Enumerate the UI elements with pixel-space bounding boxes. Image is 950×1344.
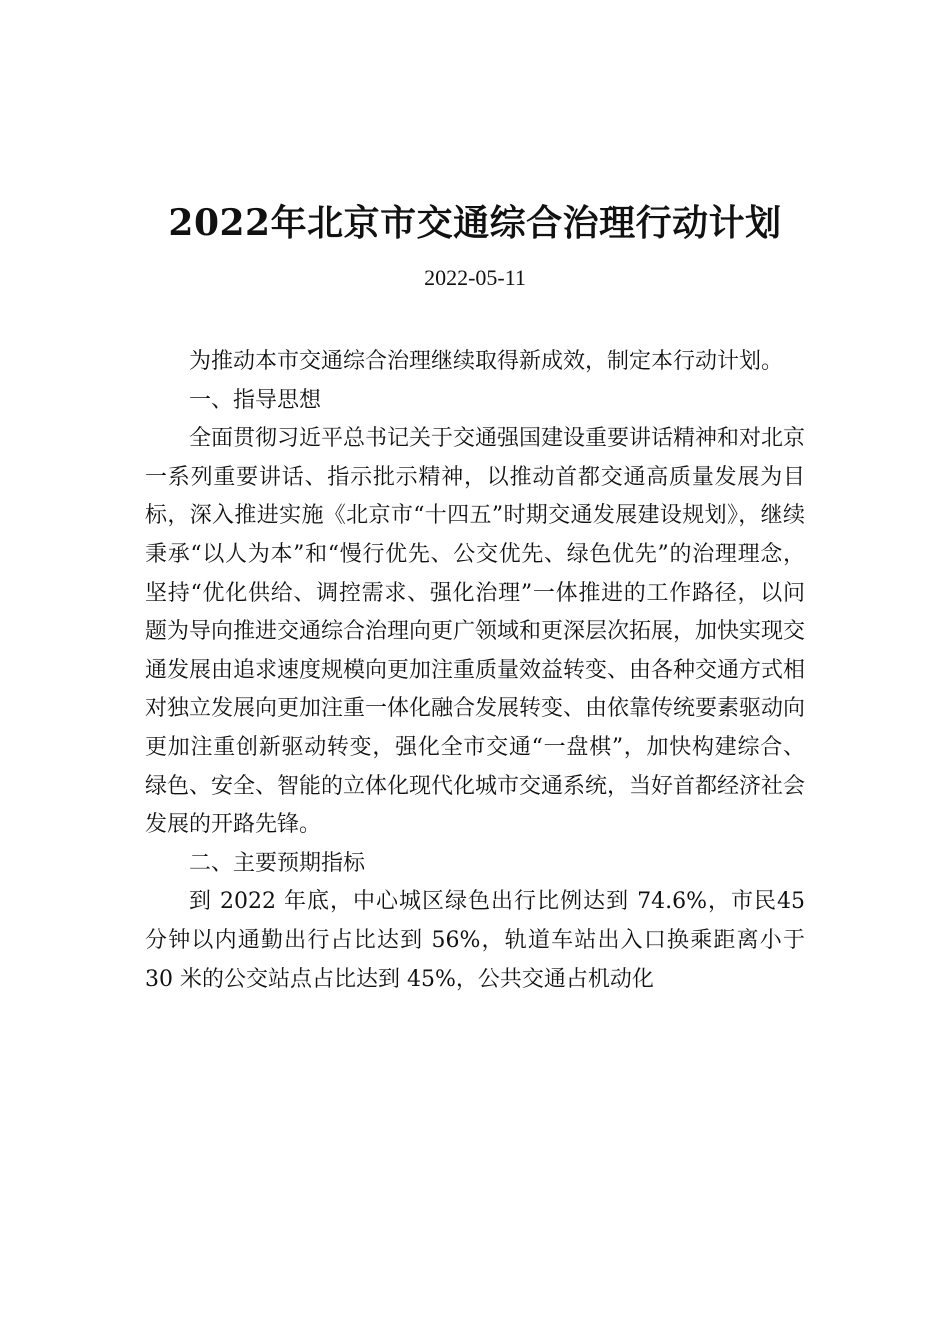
intro-paragraph: 为推动本市交通综合治理继续取得新成效，制定本行动计划。 — [189, 349, 784, 374]
body-paragraph-main-indicators: 到 2022 年底，中心城区绿色出行比例达到 74.6%，市民45 分钟以内通勤出行占比达到 56%，轨道车站出入口换乘距离小于 30 米的公交站点占比达到 45%，公共交通占机动化 — [145, 889, 805, 992]
body-paragraph-guiding-ideology: 全面贯彻习近平总书记关于交通强国建设重要讲话精神和对北京一系列重要讲话、指示批示精神，以推动首都交通高质量发展为目标，深入推进实施《北京市“十四五”时期交通发展建设规划》，继续秉承“以人为本”和“慢行优先、公交优先、绿色优先”的治理理念，坚持“优化供给、调控需求、强化治理”一体推进的工作路径，以问题为导向推进交通综合治理向更广领域和更深层次拓展，加快实现交通发展由追求速度规模向更加注重质量效益转变、由各种交通方式相对独立发展向更加注重一体化融合发展转变、由依靠传统要素驱动向更加注重创新驱动转变，强化全市交通“一盘棋”，加快构建综合、绿色、安全、智能的立体化现代化城市交通系统，当好首都经济社会发展的开路先锋。 — [145, 426, 806, 838]
document-body — [145, 343, 805, 999]
section-heading-guiding-ideology: 一、指导思想 — [189, 387, 322, 413]
document-title: 2022年北京市交通综合治理行动计划 — [168, 202, 782, 244]
document-date: 2022-05-11 — [424, 265, 526, 290]
section-heading-main-indicators: 二、主要预期指标 — [189, 850, 366, 876]
